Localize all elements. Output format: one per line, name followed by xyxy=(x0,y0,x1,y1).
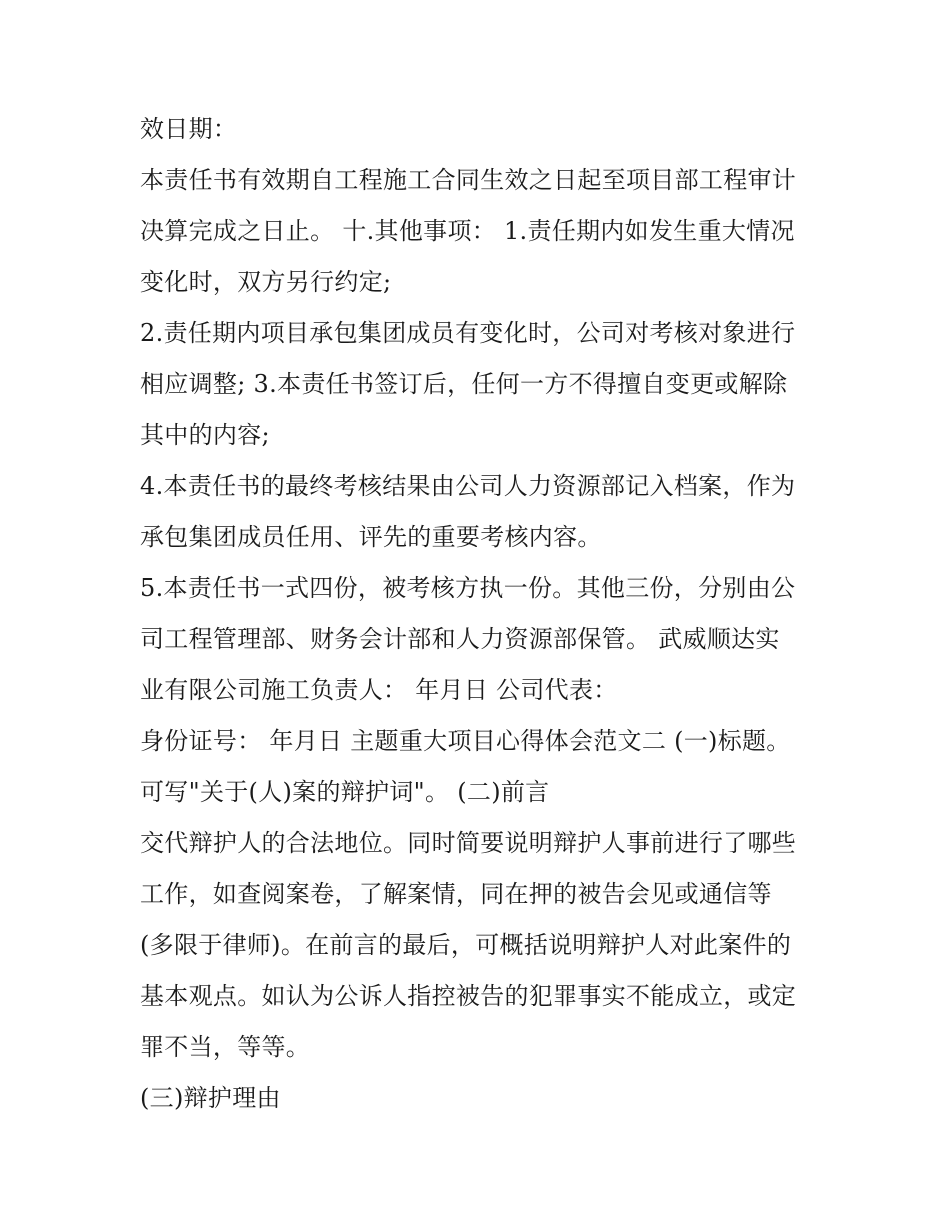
text-line: (三)辩护理由 xyxy=(140,1084,281,1112)
text-line: 司工程管理部、财务会计部和人力资源部保管。 武威顺达实 xyxy=(140,625,780,653)
text-line: 本责任书有效期自工程施工合同生效之日起至项目部工程审计 xyxy=(140,166,797,194)
text-line: (多限于律师)。在前言的最后，可概括说明辩护人对此案件的 xyxy=(140,931,792,959)
text-line: 交代辩护人的合法地位。同时简要说明辩护人事前进行了哪些 xyxy=(140,829,797,857)
text-line: 决算完成之日止。 十.其他事项： 1.责任期内如发生重大情况 xyxy=(140,217,795,245)
text-line: 业有限公司施工负责人： 年月日 公司代表： xyxy=(140,676,618,704)
text-line: 5.本责任书一式四份，被考核方执一份。其他三份，分别由公 xyxy=(140,574,796,602)
text-line: 效日期： xyxy=(140,115,238,143)
text-line: 4.本责任书的最终考核结果由公司人力资源部记入档案，作为 xyxy=(140,472,796,500)
text-line: 身份证号： 年月日 主题重大项目心得体会范文二 (一)标题。 xyxy=(140,727,791,755)
text-line: 基本观点。如认为公诉人指控被告的犯罪事实不能成立，或定 xyxy=(140,982,797,1010)
text-line: 变化时，双方另行约定; xyxy=(140,268,392,296)
text-line: 相应调整; 3.本责任书签订后，任何一方不得擅自变更或解除 xyxy=(140,370,788,398)
text-line: 承包集团成员任用、评先的重要考核内容。 xyxy=(140,523,602,551)
text-line: 2.责任期内项目承包集团成员有变化时，公司对考核对象进行 xyxy=(140,319,796,347)
text-line: 其中的内容; xyxy=(140,421,270,449)
text-line: 工作，如查阅案卷，了解案情，同在押的被告会见或通信等 xyxy=(140,880,772,908)
text-line: 可写"关于(人)案的辩护词"。 (二)前言 xyxy=(140,778,550,806)
text-line: 罪不当，等等。 xyxy=(140,1033,311,1061)
document-body xyxy=(140,104,820,1124)
